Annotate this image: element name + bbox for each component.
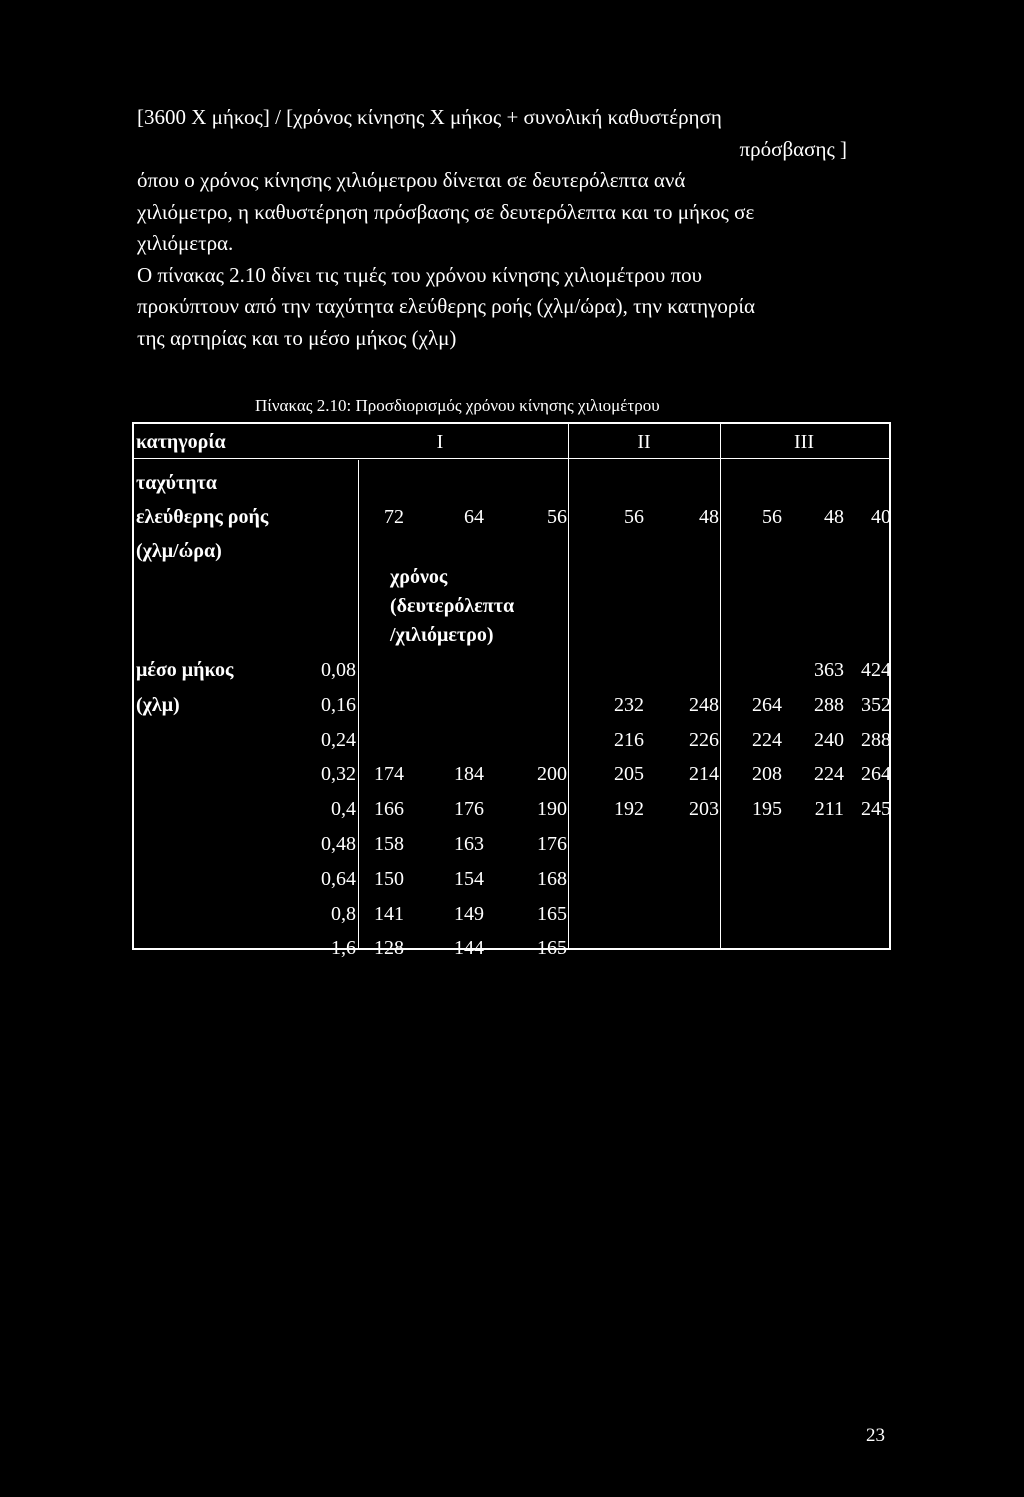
- time-label: (δευτερόλεπτα: [390, 595, 515, 617]
- time-value: 200: [537, 763, 567, 786]
- paragraph-line: προκύπτουν από την ταχύτητα ελεύθερης ροής (χλμ/ώρα), την κατηγορία: [137, 294, 755, 318]
- paragraph-line: Ο πίνακας 2.10 δίνει τις τιμές του χρόνου κίνησης χιλιομέτρου που: [137, 262, 703, 287]
- paragraph-line: χιλιόμετρα.: [137, 231, 234, 255]
- speed-value: 56: [624, 506, 644, 528]
- length-value: 0,16: [321, 693, 356, 716]
- time-value: 190: [537, 798, 567, 821]
- time-value: 232: [614, 693, 644, 716]
- length-value: 0,48: [321, 833, 356, 855]
- time-value: 166: [374, 798, 404, 821]
- speed-value: 72: [384, 506, 404, 528]
- time-value: 128: [374, 937, 404, 960]
- speed-label: ελεύθερης ροής: [136, 506, 269, 528]
- time-value: 248: [689, 693, 719, 716]
- time-label: /χιλιόμετρο): [390, 624, 494, 646]
- time-value: 192: [614, 798, 644, 821]
- time-value: 163: [454, 833, 484, 855]
- time-value: 150: [374, 867, 404, 890]
- time-value: 154: [454, 867, 484, 890]
- time-value: 211: [814, 798, 844, 821]
- length-label: (χλμ): [136, 694, 180, 716]
- length-label: μέσο μήκος: [136, 659, 234, 681]
- speed-value: 56: [762, 506, 782, 528]
- time-value: 216: [614, 728, 644, 751]
- length-value: 0,24: [321, 728, 356, 751]
- time-value: 224: [752, 728, 782, 751]
- category-ii: II: [637, 431, 651, 453]
- time-value: 141: [374, 902, 404, 925]
- time-value: 149: [454, 902, 484, 925]
- paragraph-line: όπου ο χρόνος κίνησης χιλιόμετρου δίνεται σε δευτερόλεπτα ανά: [137, 168, 686, 192]
- speed-value: 64: [464, 506, 484, 528]
- length-value: 1,6: [331, 937, 356, 960]
- time-value: 208: [752, 763, 782, 786]
- column-divider: [568, 424, 569, 948]
- time-value: 203: [689, 798, 719, 821]
- body-paragraph: [137, 102, 857, 354]
- length-value: 0,64: [321, 867, 356, 890]
- paragraph-line: της αρτηρίας και το μέσο μήκος (χλμ): [137, 325, 457, 350]
- time-value: 176: [454, 798, 484, 821]
- time-value: 195: [752, 798, 782, 821]
- speed-value: 48: [824, 506, 844, 528]
- time-value: 424: [861, 659, 891, 681]
- category-iii: III: [794, 431, 814, 453]
- speed-value: 56: [547, 506, 567, 528]
- column-divider: [720, 424, 721, 948]
- category-label: κατηγορία: [136, 431, 226, 453]
- time-value: 363: [814, 659, 844, 681]
- length-value: 0,32: [321, 763, 356, 786]
- time-value: 214: [689, 763, 719, 786]
- speed-label: (χλμ/ώρα): [136, 540, 222, 562]
- time-label: χρόνος: [390, 566, 448, 588]
- length-value: 0,4: [331, 798, 356, 821]
- time-value: 144: [454, 937, 484, 960]
- time-value: 352: [861, 693, 891, 716]
- speed-value: 40: [871, 506, 891, 528]
- speed-label: ταχύτητα: [136, 472, 217, 494]
- category-i: I: [436, 431, 444, 453]
- table-caption: Πίνακας 2.10: Προσδιορισμός χρόνου κίνησης χιλιομέτρου: [255, 396, 660, 415]
- time-value: 165: [537, 937, 567, 960]
- time-value: 176: [537, 833, 567, 855]
- time-value: 264: [752, 693, 782, 716]
- time-value: 165: [537, 902, 567, 925]
- time-value: 288: [814, 693, 844, 716]
- length-value: 0,8: [331, 902, 356, 925]
- speed-value: 48: [699, 506, 719, 528]
- length-value: 0,08: [321, 659, 356, 681]
- time-value: 224: [814, 763, 844, 786]
- time-value: 264: [861, 763, 891, 786]
- time-value: 240: [814, 728, 844, 751]
- time-value: 168: [537, 867, 567, 890]
- time-value: 288: [861, 728, 891, 751]
- travel-time-table: [132, 422, 891, 960]
- page-number: 23: [866, 1425, 885, 1446]
- paragraph-line: [3600 Χ μήκος] / [χρόνος κίνησης Χ μήκος + συνολική καθυστέρηση: [137, 105, 722, 129]
- paragraph-line: πρόσβασης ]: [739, 136, 847, 161]
- time-value: 184: [454, 763, 484, 786]
- time-value: 174: [374, 763, 404, 786]
- row-divider: [134, 458, 889, 459]
- paragraph-line: χιλιόμετρο, η καθυστέρηση πρόσβασης σε δευτερόλεπτα και το μήκος σε: [137, 199, 755, 224]
- time-value: 205: [614, 763, 644, 786]
- time-value: 226: [689, 728, 719, 751]
- time-value: 245: [861, 798, 891, 821]
- time-value: 158: [374, 833, 404, 855]
